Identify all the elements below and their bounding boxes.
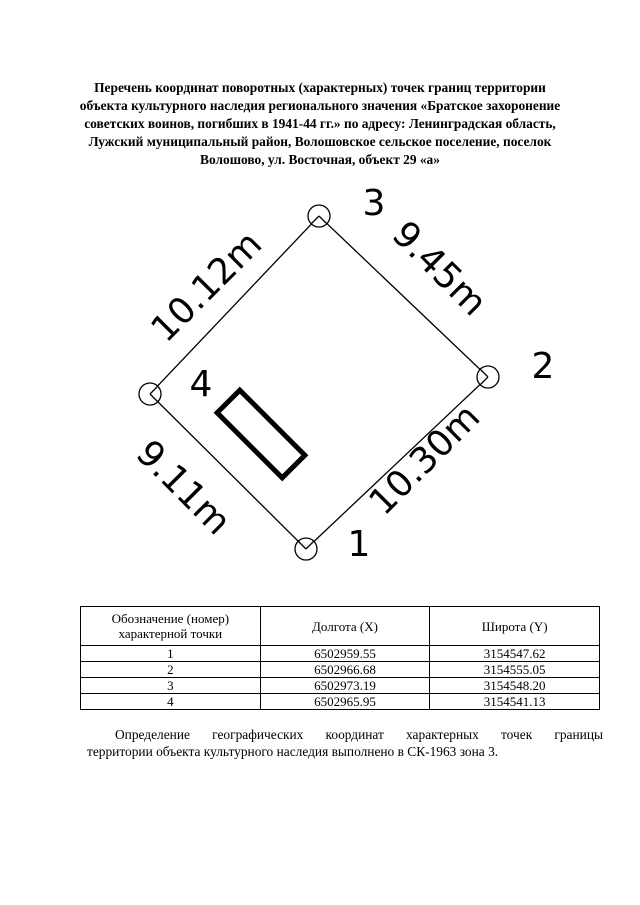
- segment-label-4-1: 9.11m: [127, 432, 239, 544]
- point-label-3: 3: [362, 183, 386, 224]
- header-longitude: Долгота (X): [260, 607, 430, 646]
- coordinates-table: [80, 606, 600, 710]
- segment-label-3-2: 9.45m: [383, 213, 495, 325]
- cell-point: 3: [81, 678, 261, 694]
- cell-point: 4: [81, 694, 261, 710]
- title-line: объекта культурного наследия регионального значения «Братское захоронение: [79, 98, 561, 113]
- table-row: [81, 694, 600, 710]
- note-line: территории объекта культурного наследия выполнено в СК-1963 зона 3.: [87, 744, 499, 759]
- point-label-1: 1: [347, 524, 371, 565]
- cell-longitude: 6502959.55: [260, 646, 430, 662]
- note-paragraph: [87, 726, 603, 760]
- table-row: [81, 662, 600, 678]
- header-latitude: Широта (Y): [430, 607, 600, 646]
- segment-label-1-2: 10.30m: [361, 396, 489, 524]
- monument-rectangle: [217, 390, 305, 478]
- point-marker-2: [477, 366, 499, 388]
- note-line: Определение географических координат характерных точек границы: [115, 727, 603, 742]
- point-marker-1: [295, 538, 317, 560]
- header-point: Обозначение (номер) характерной точки: [81, 607, 261, 646]
- point-label-4: 4: [189, 364, 213, 405]
- title-line: Волошово, ул. Восточная, объект 29 «а»: [200, 152, 440, 167]
- cell-longitude: 6502966.68: [260, 662, 430, 678]
- cell-latitude: 3154555.05: [430, 662, 600, 678]
- point-label-2: 2: [531, 346, 555, 387]
- title-line: Перечень координат поворотных (характерных) точек границ территории: [94, 80, 546, 95]
- cell-longitude: 6502965.95: [260, 694, 430, 710]
- table-header-row: [81, 607, 600, 646]
- table-row: [81, 678, 600, 694]
- point-marker-4: [139, 383, 161, 405]
- segment-label-4-3: 10.12m: [143, 223, 271, 351]
- cell-latitude: 3154541.13: [430, 694, 600, 710]
- point-marker-3: [308, 205, 330, 227]
- table-row: [81, 646, 600, 662]
- title-line: советских воинов, погибших в 1941-44 гг.» по адресу: Ленинградская область,: [84, 116, 556, 131]
- cell-latitude: 3154547.62: [430, 646, 600, 662]
- title-line: Лужский муниципальный район, Волошовское сельское поселение, поселок: [88, 134, 552, 149]
- cell-point: 1: [81, 646, 261, 662]
- cell-longitude: 6502973.19: [260, 678, 430, 694]
- cell-point: 2: [81, 662, 261, 678]
- cell-latitude: 3154548.20: [430, 678, 600, 694]
